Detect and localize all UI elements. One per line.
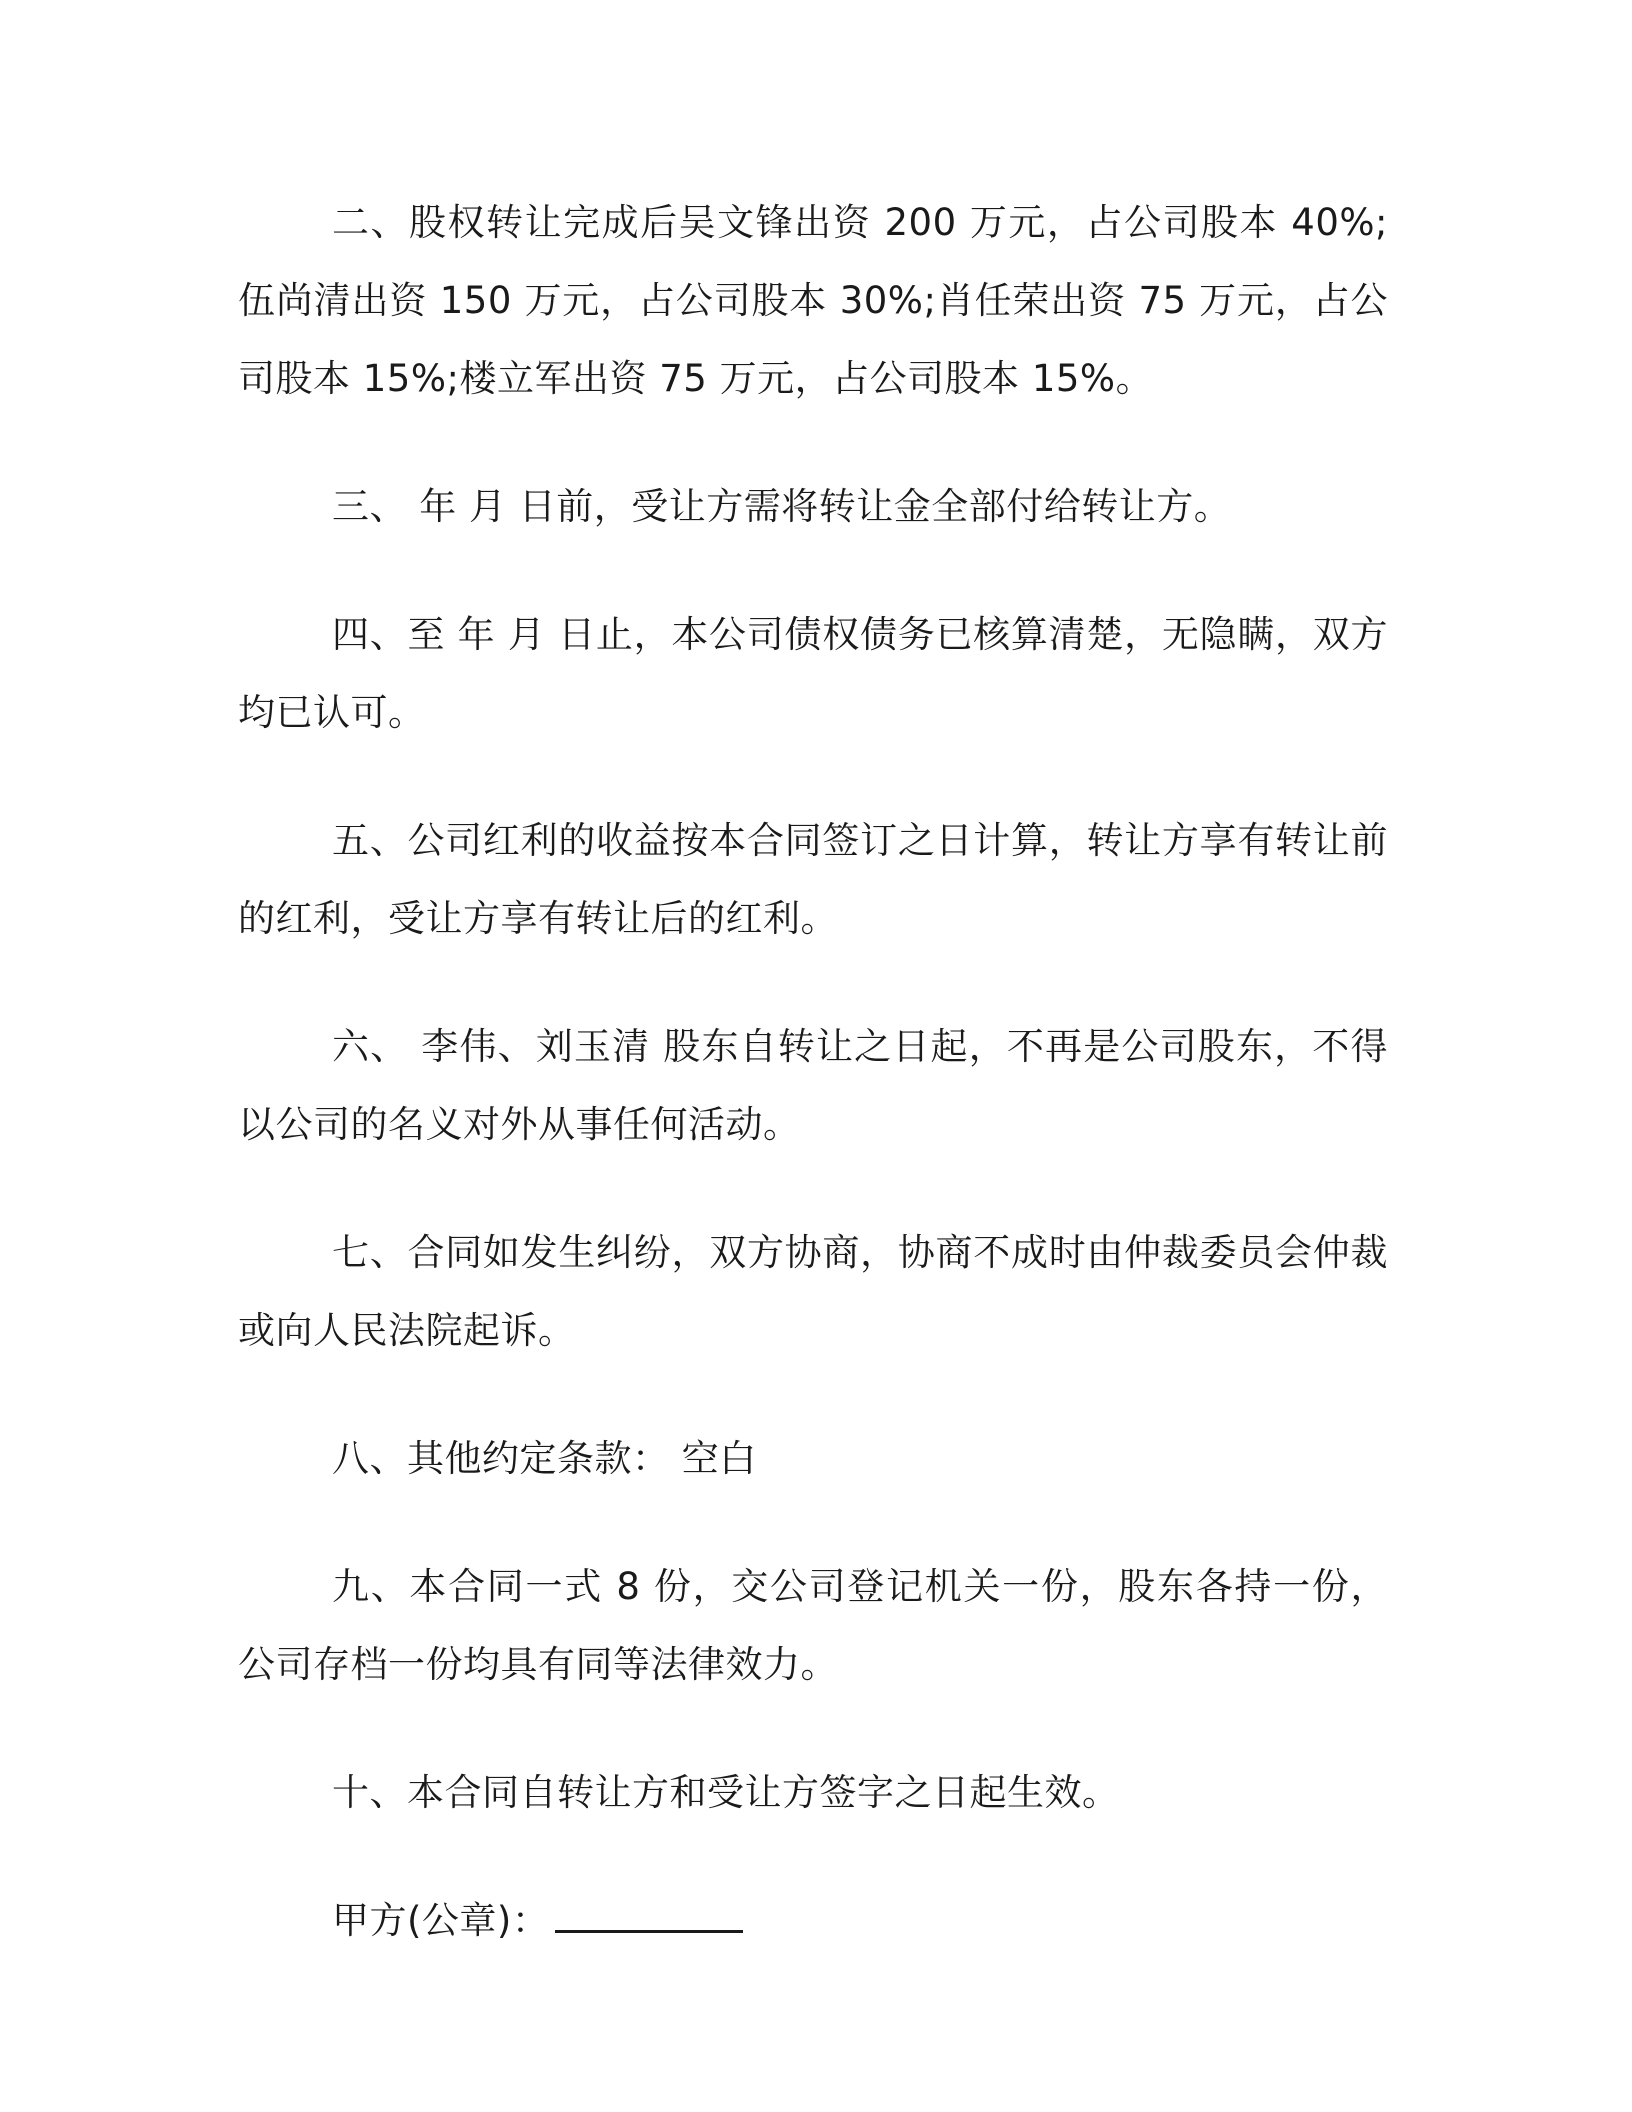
signature-blank xyxy=(555,1902,743,1933)
clause-10: 十、本合同自转让方和受让方签字之日起生效。 xyxy=(332,1771,1120,1814)
clause-5: 五、公司红利的收益按本合同签订之日计算，转让方享有转让前的红利，受让方享有转让后的红利。 xyxy=(238,819,1388,940)
contract-body xyxy=(238,184,1388,1960)
clause-4: 四、至 年 月 日止，本公司债权债务已核算清楚，无隐瞒，双方均已认可。 xyxy=(238,613,1388,734)
party-a-signature-line xyxy=(238,1882,1388,1960)
clause-7: 七、合同如发生纠纷，双方协商，协商不成时由仲裁委员会仲裁或向人民法院起诉。 xyxy=(238,1231,1388,1352)
clause-8: 八、其他约定条款： 空白 xyxy=(332,1437,757,1480)
clause-6: 六、 李伟、刘玉清 股东自转让之日起，不再是公司股东，不得以公司的名义对外从事任何活动。 xyxy=(238,1025,1388,1146)
clause-3: 三、 年 月 日前，受让方需将转让金全部付给转让方。 xyxy=(332,485,1232,528)
clause-9: 九、本合同一式 8 份，交公司登记机关一份，股东各持一份，公司存档一份均具有同等法律效力。 xyxy=(238,1565,1388,1686)
party-a-label: 甲方(公章)： xyxy=(332,1899,550,1942)
clause-2: 二、股权转让完成后吴文锋出资 200 万元，占公司股本 40%;伍尚清出资 150 万元，占公司股本 30%;肖任荣出资 75 万元，占公司股本 15%;楼立军出资 75 万元，占公司股本 15%。 xyxy=(238,201,1388,400)
